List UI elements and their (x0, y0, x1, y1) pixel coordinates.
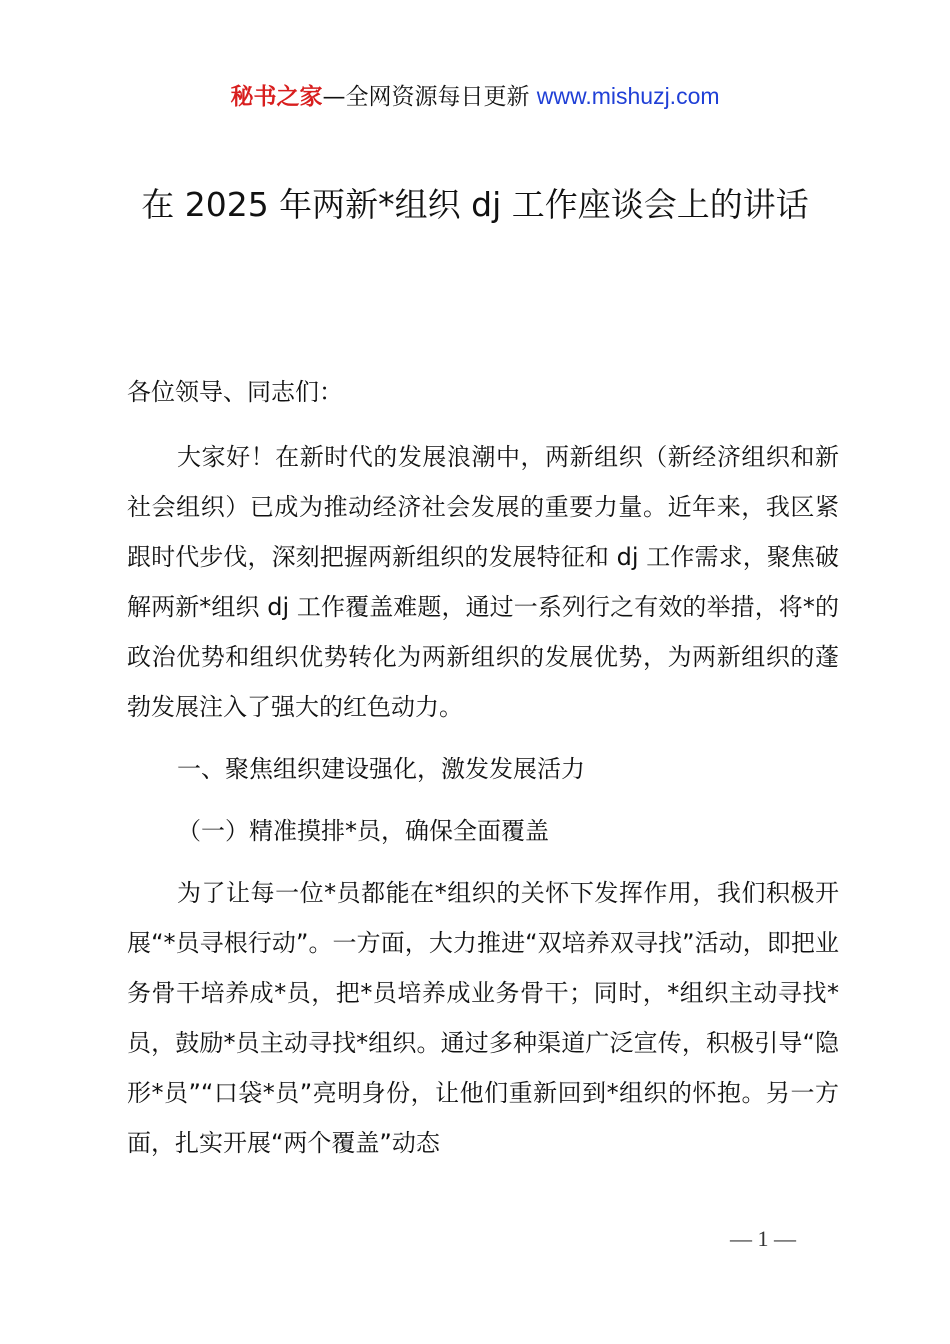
paragraph-body: 为了让每一位*员都能在*组织的关怀下发挥作用，我们积极开展“*员寻根行动”。一方面，大力推进“双培养双寻找”活动，即把业务骨干培养成*员，把*员培养成业务骨干；同时，*组织主动寻找*员，鼓励*员主动寻找*组织。通过多种渠道广泛宣传，积极引导“隐形*员”“口袋*员”亮明身份，让他们重新回到*组织的怀抱。另一方面，扎实开展“两个覆盖”动态 (127, 879, 839, 1157)
site-url-link[interactable]: www.mishuzj.com (536, 83, 720, 109)
section-heading-1: 一、聚焦组织建设强化，激发发展活力 (177, 755, 585, 783)
banner-tagline: —全网资源每日更新 (322, 84, 530, 110)
paragraph-intro: 大家好！在新时代的发展浪潮中，两新组织（新经济组织和新社会组织）已成为推动经济社会发展的重要力量。近年来，我区紧跟时代步伐，深刻把握两新组织的发展特征和 dj 工作需求，聚焦破解两新*组织 dj 工作覆盖难题，通过一系列行之有效的举措，将*的政治优势和组织优势转化为两新组织的发展优势，为两新组织的蓬勃发展注入了强大的红色动力。 (127, 443, 839, 721)
document-title: 在 2025 年两新*组织 dj 工作座谈会上的讲话 (141, 185, 809, 224)
page-number: — 1 — (730, 1226, 796, 1251)
site-banner (0, 80, 950, 113)
salutation: 各位领导、同志们： (127, 378, 343, 406)
subsection-heading-1: （一）精准摸排*员，确保全面覆盖 (177, 817, 549, 845)
brand-name: 秘书之家 (230, 84, 323, 110)
